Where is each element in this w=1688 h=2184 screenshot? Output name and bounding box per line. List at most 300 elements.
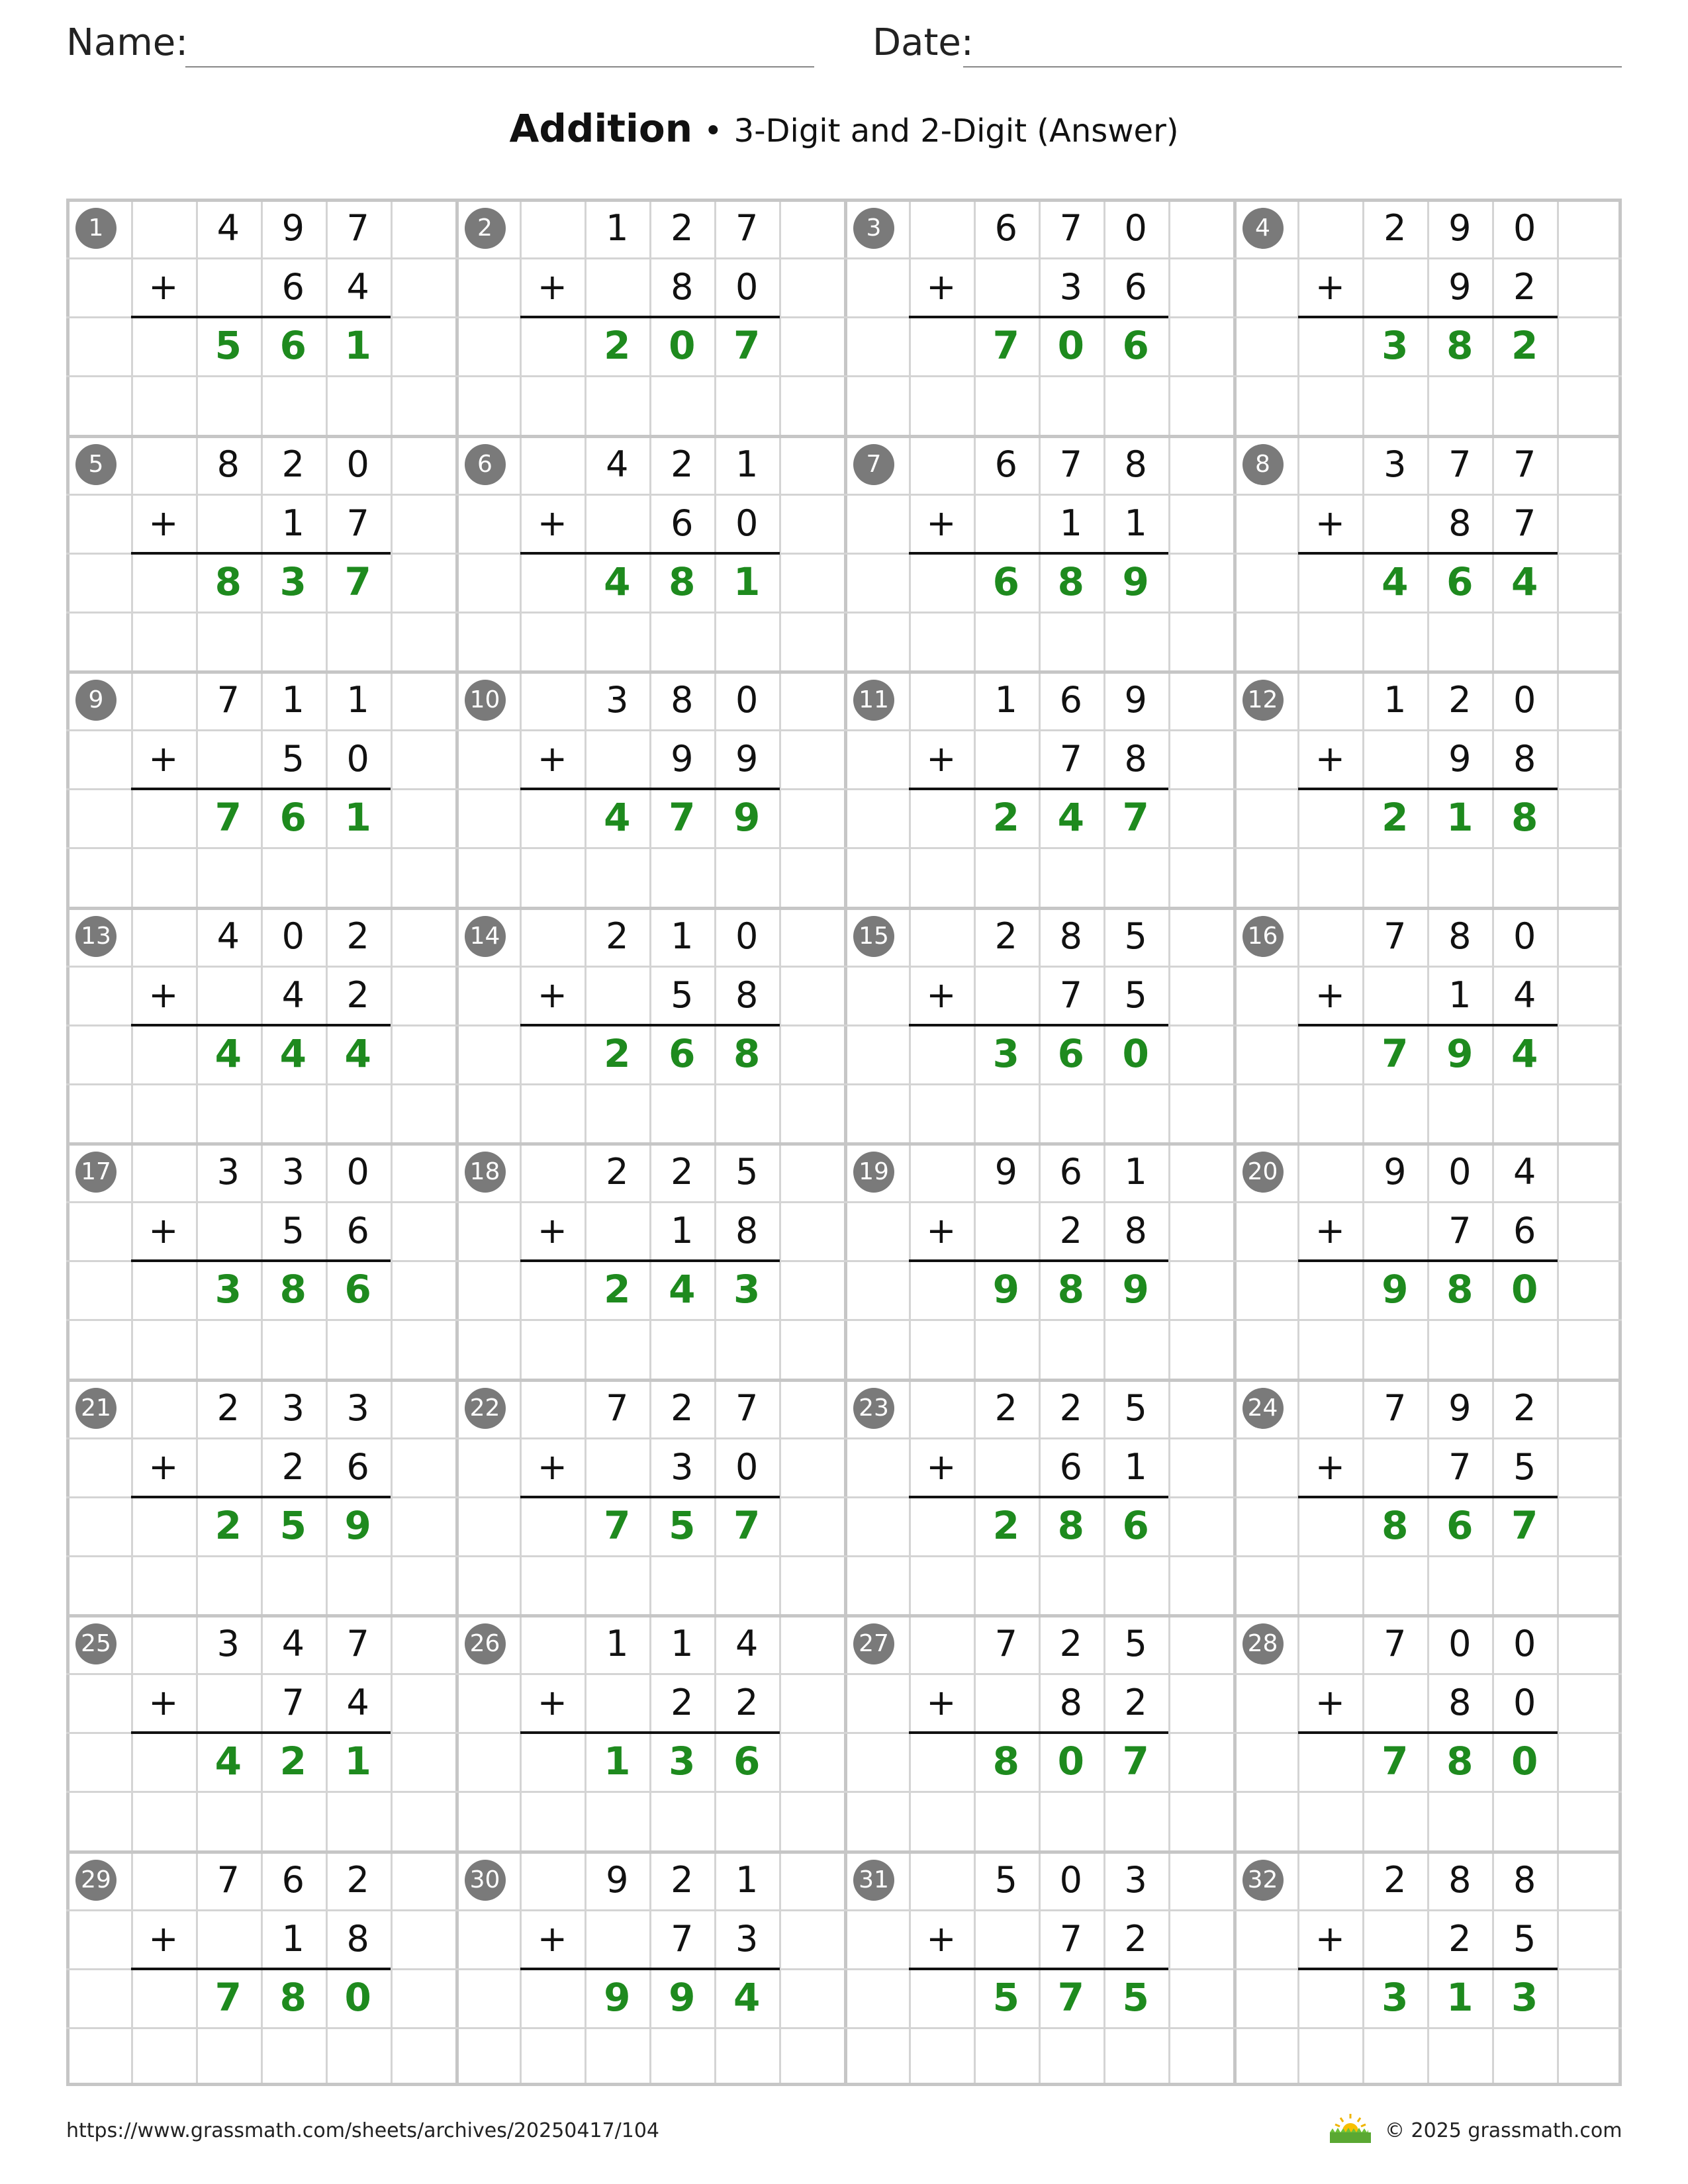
plus-sign: + [926,738,957,780]
answer-digit[interactable]: 6 [1446,1502,1474,1548]
answer-digit[interactable]: 7 [733,1502,761,1548]
top-digit: 1 [606,207,629,249]
answer-digit[interactable]: 8 [992,1739,1019,1784]
bottom-digit: 5 [1513,1445,1536,1488]
answer-digit[interactable]: 6 [1122,1502,1149,1548]
problem-25 [66,1614,455,1850]
top-digit: 0 [1448,1623,1472,1664]
top-digit: 9 [1383,1151,1407,1193]
problem-number-badge: 22 [465,1388,506,1429]
problem-12 [1233,670,1622,906]
problem-18 [455,1142,844,1378]
problem-9 [66,670,455,906]
top-digit: 2 [216,1387,240,1429]
answer-digit[interactable]: 2 [1511,323,1538,369]
bottom-digit: 5 [1124,974,1147,1016]
bottom-digit: 2 [1448,1917,1472,1960]
answer-digit[interactable]: 7 [733,323,761,369]
top-digit: 0 [1513,1623,1536,1664]
plus-sign: + [148,266,179,308]
answer-digit[interactable]: 9 [992,1267,1019,1312]
answer-digit[interactable]: 2 [992,795,1019,841]
top-digit: 1 [671,1623,694,1664]
answer-digit[interactable]: 4 [279,1030,306,1076]
top-digit: 4 [281,1623,305,1664]
bottom-digit: 2 [281,1445,305,1488]
plus-sign: + [537,1445,568,1488]
top-digit: 2 [671,1387,694,1429]
answer-digit[interactable]: 1 [344,795,371,841]
answer-digit[interactable]: 0 [344,1974,371,2020]
problem-number-badge: 9 [75,680,117,721]
bottom-digit: 2 [346,974,369,1016]
answer-digit[interactable]: 7 [1382,1739,1409,1784]
top-digit: 7 [735,207,759,249]
bottom-digit: 7 [671,1917,694,1960]
plus-sign: + [926,1917,957,1960]
top-digit: 0 [346,1151,369,1193]
problem-22 [455,1379,844,1614]
answer-digit[interactable]: 8 [1511,795,1538,841]
top-digit: 2 [1513,1387,1536,1429]
bottom-digit: 4 [1513,974,1536,1016]
plus-sign: + [1315,502,1346,544]
problem-number-badge: 23 [853,1388,894,1429]
answer-digit[interactable]: 6 [669,1030,696,1076]
top-digit: 3 [1383,443,1407,485]
top-digit: 3 [606,679,629,721]
answer-digit[interactable]: 9 [733,795,761,841]
problem-number-badge: 6 [465,444,506,485]
answer-digit[interactable]: 7 [604,1502,631,1548]
bottom-digit: 4 [346,266,369,308]
answer-digit[interactable]: 3 [1382,1974,1409,2020]
top-digit: 1 [1383,679,1407,721]
bottom-digit: 0 [346,738,369,780]
problem-23 [844,1379,1233,1614]
problem-number-badge: 27 [853,1623,894,1664]
bottom-digit: 2 [735,1682,759,1724]
answer-digit[interactable]: 1 [733,559,761,604]
problem-number-badge: 30 [465,1860,506,1901]
bottom-digit: 7 [346,502,369,544]
problem-11 [844,670,1233,906]
top-digit: 2 [1383,1858,1407,1901]
problem-number-badge: 11 [853,680,894,721]
bottom-digit: 7 [281,1682,305,1724]
answer-digit[interactable]: 5 [214,323,242,369]
problem-29 [66,1850,455,2086]
bottom-digit: 6 [1124,266,1147,308]
bottom-digit: 6 [346,1445,369,1488]
problem-30 [455,1850,844,2086]
answer-digit[interactable]: 2 [604,1267,631,1312]
answer-digit[interactable]: 6 [279,323,306,369]
answer-digit[interactable]: 9 [1122,1267,1149,1312]
answer-digit[interactable]: 3 [1511,1974,1538,2020]
bottom-digit: 5 [281,1210,305,1252]
problem-10 [455,670,844,906]
problem-number-badge: 28 [1243,1623,1284,1664]
top-digit: 7 [994,1623,1017,1664]
top-digit: 2 [671,443,694,485]
problem-number-badge: 24 [1243,1388,1284,1429]
bottom-digit: 1 [1059,502,1082,544]
top-digit: 2 [606,1151,629,1193]
plus-sign: + [1315,974,1346,1016]
problem-number-badge: 15 [853,916,894,957]
problem-number-badge: 5 [75,444,117,485]
problem-number-badge: 14 [465,916,506,957]
top-digit: 8 [1124,443,1147,485]
answer-digit[interactable]: 5 [279,1502,306,1548]
answer-digit[interactable]: 4 [669,1267,696,1312]
date-label: Date: [872,21,974,64]
problem-1 [66,199,455,434]
answer-digit[interactable]: 4 [604,559,631,604]
top-digit: 1 [1124,1151,1147,1193]
bottom-digit: 7 [1059,1917,1082,1960]
bottom-digit: 9 [735,738,759,780]
answer-digit[interactable]: 0 [1057,323,1084,369]
bottom-digit: 8 [671,266,694,308]
answer-digit[interactable]: 1 [344,1739,371,1784]
answer-digit[interactable]: 6 [733,1739,761,1784]
problem-13 [66,907,455,1142]
top-digit: 5 [1124,1387,1147,1429]
bottom-digit: 7 [1059,738,1082,780]
top-digit: 5 [735,1151,759,1193]
problem-27 [844,1614,1233,1850]
top-digit: 8 [1448,915,1472,957]
bottom-digit: 3 [735,1917,759,1960]
top-digit: 6 [1059,1151,1082,1193]
answer-digit[interactable]: 7 [669,795,696,841]
plus-sign: + [926,1210,957,1252]
plus-sign: + [926,266,957,308]
top-digit: 8 [1448,1858,1472,1901]
answer-digit[interactable]: 3 [279,559,306,604]
answer-digit[interactable]: 7 [214,1974,242,2020]
top-digit: 3 [346,1387,369,1429]
answer-digit[interactable]: 8 [279,1974,306,2020]
plus-sign: + [148,502,179,544]
title-separator: • [704,113,723,150]
plus-sign: + [1315,1445,1346,1488]
top-digit: 2 [346,915,369,957]
problem-6 [455,435,844,670]
answer-digit[interactable]: 7 [1122,795,1149,841]
answer-digit[interactable]: 4 [1511,1030,1538,1076]
problem-7 [844,435,1233,670]
bottom-digit: 2 [1124,1682,1147,1724]
top-digit: 7 [346,207,369,249]
plus-sign: + [537,266,568,308]
answer-digit[interactable]: 8 [279,1267,306,1312]
answer-digit[interactable]: 9 [604,1974,631,2020]
bottom-digit: 8 [1124,738,1147,780]
answer-digit[interactable]: 7 [1057,1974,1084,2020]
answer-digit[interactable]: 0 [669,323,696,369]
problem-number-badge: 19 [853,1152,894,1193]
answer-digit[interactable]: 9 [1446,1030,1474,1076]
answer-digit[interactable]: 8 [1057,1267,1084,1312]
top-digit: 3 [216,1151,240,1193]
answer-digit[interactable]: 1 [1446,795,1474,841]
bottom-digit: 9 [1448,266,1472,308]
answer-digit[interactable]: 7 [344,559,371,604]
answer-digit[interactable]: 0 [1511,1739,1538,1784]
top-digit: 1 [281,679,305,721]
problem-number-badge: 2 [465,208,506,249]
top-digit: 9 [994,1151,1017,1193]
footer-url[interactable]: https://www.grassmath.com/sheets/archives/20250417/104 [66,2119,660,2142]
top-digit: 7 [1383,915,1407,957]
plus-sign: + [148,1682,179,1724]
bottom-digit: 2 [1059,1210,1082,1252]
top-digit: 2 [671,207,694,249]
top-digit: 0 [1448,1151,1472,1193]
top-digit: 4 [606,443,629,485]
bottom-digit: 8 [1513,738,1536,780]
answer-digit[interactable]: 9 [1122,559,1149,604]
answer-digit[interactable]: 3 [214,1267,242,1312]
answer-digit[interactable]: 4 [733,1974,761,2020]
title-main: Addition [509,106,692,151]
answer-digit[interactable]: 3 [992,1030,1019,1076]
bottom-digit: 8 [346,1917,369,1960]
bottom-digit: 2 [1513,266,1536,308]
answer-digit[interactable]: 7 [992,323,1019,369]
answer-digit[interactable]: 4 [214,1739,242,1784]
plus-sign: + [537,502,568,544]
plus-sign: + [1315,1917,1346,1960]
answer-digit[interactable]: 2 [604,1030,631,1076]
top-digit: 2 [1059,1387,1082,1429]
top-digit: 2 [346,1858,369,1901]
top-digit: 8 [216,443,240,485]
top-digit: 3 [281,1387,305,1429]
answer-digit[interactable]: 2 [604,323,631,369]
answer-digit[interactable]: 3 [733,1267,761,1312]
answer-digit[interactable]: 1 [604,1739,631,1784]
plus-sign: + [1315,1210,1346,1252]
problem-20 [1233,1142,1622,1378]
bottom-digit: 8 [1448,502,1472,544]
answer-digit[interactable]: 5 [1122,1974,1149,2020]
problem-28 [1233,1614,1622,1850]
answer-digit[interactable]: 8 [1446,1739,1474,1784]
problem-number-badge: 20 [1243,1152,1284,1193]
bottom-digit: 8 [1448,1682,1472,1724]
top-digit: 5 [994,1858,1017,1901]
problem-15 [844,907,1233,1142]
answer-digit[interactable]: 4 [1057,795,1084,841]
problem-number-badge: 29 [75,1860,117,1901]
answer-digit[interactable]: 0 [1511,1267,1538,1312]
bottom-digit: 2 [1124,1917,1147,1960]
answer-digit[interactable]: 6 [1122,323,1149,369]
top-digit: 6 [994,443,1017,485]
bottom-digit: 8 [735,974,759,1016]
answer-digit[interactable]: 6 [1057,1030,1084,1076]
bottom-digit: 0 [735,1445,759,1488]
top-digit: 2 [606,915,629,957]
top-digit: 8 [671,679,694,721]
plus-sign: + [1315,266,1346,308]
top-digit: 6 [1059,679,1082,721]
answer-digit[interactable]: 1 [344,323,371,369]
top-digit: 2 [1383,207,1407,249]
answer-digit[interactable]: 3 [669,1739,696,1784]
top-digit: 7 [216,679,240,721]
bottom-digit: 6 [1059,1445,1082,1488]
answer-digit[interactable]: 4 [604,795,631,841]
answer-digit[interactable]: 5 [992,1974,1019,2020]
answer-digit[interactable]: 2 [1382,795,1409,841]
problem-number-badge: 12 [1243,680,1284,721]
problem-19 [844,1142,1233,1378]
bottom-digit: 8 [1124,1210,1147,1252]
answer-digit[interactable]: 4 [1382,559,1409,604]
answer-digit[interactable]: 6 [279,795,306,841]
bottom-digit: 1 [671,1210,694,1252]
top-digit: 3 [1124,1858,1147,1901]
problem-number-badge: 18 [465,1152,506,1193]
plus-sign: + [148,1917,179,1960]
problem-26 [455,1614,844,1850]
top-digit: 1 [735,1858,759,1901]
answer-digit[interactable]: 4 [344,1030,371,1076]
answer-digit[interactable]: 5 [669,1502,696,1548]
answer-digit[interactable]: 8 [1382,1502,1409,1548]
answer-digit[interactable]: 0 [1057,1739,1084,1784]
problem-3 [844,199,1233,434]
date-line[interactable] [963,66,1622,68]
answer-digit[interactable]: 8 [733,1030,761,1076]
top-digit: 9 [1448,1387,1472,1429]
top-digit: 7 [1383,1623,1407,1664]
answer-digit[interactable]: 6 [992,559,1019,604]
answer-digit[interactable]: 6 [1446,559,1474,604]
answer-digit[interactable]: 8 [669,559,696,604]
bottom-digit: 5 [671,974,694,1016]
answer-digit[interactable]: 8 [1446,1267,1474,1312]
answer-digit[interactable]: 4 [1511,559,1538,604]
top-digit: 9 [281,207,305,249]
top-digit: 9 [1448,207,1472,249]
problem-number-badge: 25 [75,1623,117,1664]
answer-digit[interactable]: 1 [1446,1974,1474,2020]
bottom-digit: 9 [671,738,694,780]
problem-31 [844,1850,1233,2086]
answer-digit[interactable]: 8 [1446,323,1474,369]
bottom-digit: 9 [1448,738,1472,780]
bottom-digit: 7 [1513,502,1536,544]
answer-digit[interactable]: 7 [214,795,242,841]
bottom-digit: 6 [346,1210,369,1252]
bottom-digit: 6 [1513,1210,1536,1252]
problem-17 [66,1142,455,1378]
plus-sign: + [1315,1682,1346,1724]
answer-digit[interactable]: 7 [1382,1030,1409,1076]
bottom-digit: 7 [1448,1445,1472,1488]
plus-sign: + [926,1682,957,1724]
answer-digit[interactable]: 6 [344,1267,371,1312]
title-subtitle: 3-Digit and 2-Digit (Answer) [733,113,1179,150]
answer-digit[interactable]: 2 [279,1739,306,1784]
top-digit: 7 [1448,443,1472,485]
top-digit: 7 [606,1387,629,1429]
top-digit: 6 [281,1858,305,1901]
problem-number-badge: 8 [1243,444,1284,485]
answer-digit[interactable]: 8 [1057,1502,1084,1548]
top-digit: 0 [1059,1858,1082,1901]
bottom-digit: 8 [735,1210,759,1252]
top-digit: 1 [735,443,759,485]
top-digit: 5 [1124,1623,1147,1664]
top-digit: 2 [671,1858,694,1901]
name-line[interactable] [185,66,814,68]
plus-sign: + [537,1682,568,1724]
answer-digit[interactable]: 9 [1382,1267,1409,1312]
problem-number-badge: 21 [75,1388,117,1429]
top-digit: 0 [1513,915,1536,957]
top-digit: 2 [281,443,305,485]
plus-sign: + [926,502,957,544]
plus-sign: + [537,1210,568,1252]
top-digit: 7 [1513,443,1536,485]
answer-digit[interactable]: 0 [1122,1030,1149,1076]
answer-digit[interactable]: 8 [214,559,242,604]
plus-sign: + [148,974,179,1016]
top-digit: 1 [606,1623,629,1664]
problem-2 [455,199,844,434]
plus-sign: + [537,974,568,1016]
plus-sign: + [148,1210,179,1252]
top-digit: 2 [1448,679,1472,721]
answer-digit[interactable]: 2 [992,1502,1019,1548]
footer-copyright: © 2025 grassmath.com [1385,2119,1622,2142]
bottom-digit: 6 [671,502,694,544]
answer-digit[interactable]: 9 [669,1974,696,2020]
problem-24 [1233,1379,1622,1614]
top-digit: 5 [1124,915,1147,957]
answer-digit[interactable]: 4 [214,1030,242,1076]
bottom-digit: 3 [1059,266,1082,308]
answer-digit[interactable]: 7 [1122,1739,1149,1784]
problem-number-badge: 17 [75,1152,117,1193]
plus-sign: + [926,1445,957,1488]
answer-digit[interactable]: 2 [214,1502,242,1548]
grass-sun-logo-icon [1327,2113,1374,2144]
bottom-digit: 5 [1513,1917,1536,1960]
top-digit: 2 [1059,1623,1082,1664]
top-digit: 1 [346,679,369,721]
problem-number-badge: 26 [465,1623,506,1664]
problem-4 [1233,199,1622,434]
answer-digit[interactable]: 9 [344,1502,371,1548]
answer-digit[interactable]: 8 [1057,559,1084,604]
bottom-digit: 1 [281,1917,305,1960]
top-digit: 4 [735,1623,759,1664]
answer-digit[interactable]: 7 [1511,1502,1538,1548]
answer-digit[interactable]: 3 [1382,323,1409,369]
plus-sign: + [537,738,568,780]
problem-32 [1233,1850,1622,2086]
top-digit: 0 [1124,207,1147,249]
top-digit: 7 [216,1858,240,1901]
